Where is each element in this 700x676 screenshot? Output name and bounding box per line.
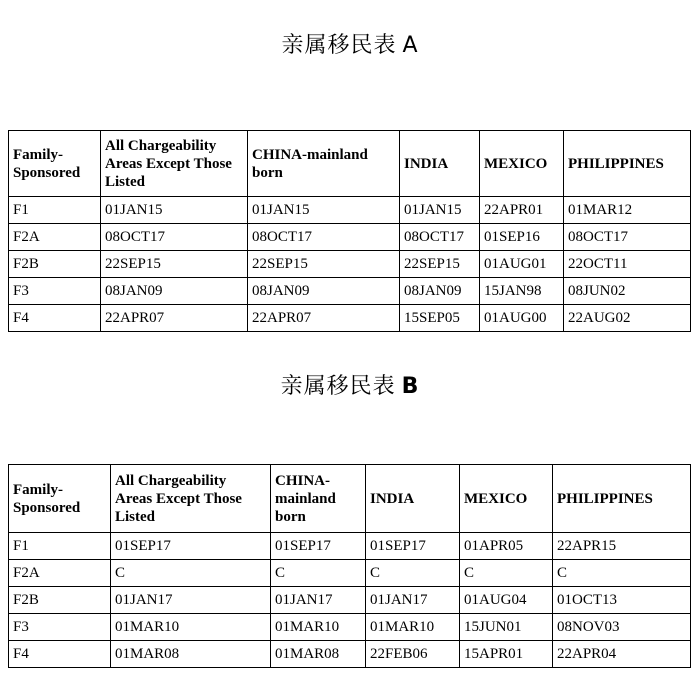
date-cell: 01AUG04 bbox=[460, 587, 553, 614]
row-category: F3 bbox=[9, 278, 101, 305]
date-cell: 01SEP17 bbox=[111, 533, 271, 560]
date-cell: 22APR07 bbox=[101, 305, 248, 332]
col-header-family-sponsored: Family-Sponsored bbox=[9, 465, 111, 533]
date-cell: 01JAN15 bbox=[248, 197, 400, 224]
date-cell: 01MAR10 bbox=[111, 614, 271, 641]
row-category: F2B bbox=[9, 251, 101, 278]
table-row bbox=[9, 614, 691, 641]
date-cell: 08JAN09 bbox=[400, 278, 480, 305]
date-cell: 01MAR10 bbox=[271, 614, 366, 641]
row-category: F3 bbox=[9, 614, 111, 641]
table-a bbox=[8, 130, 691, 332]
date-cell: 01MAR12 bbox=[564, 197, 691, 224]
date-cell: 22OCT11 bbox=[564, 251, 691, 278]
date-cell: 22FEB06 bbox=[366, 641, 460, 668]
date-cell: 01SEP17 bbox=[366, 533, 460, 560]
table-row bbox=[9, 641, 691, 668]
date-cell: 01MAR10 bbox=[366, 614, 460, 641]
date-cell: 08OCT17 bbox=[101, 224, 248, 251]
table-a-header-row bbox=[9, 131, 691, 197]
row-category: F2A bbox=[9, 560, 111, 587]
date-cell: 01JAN15 bbox=[101, 197, 248, 224]
date-cell: C bbox=[111, 560, 271, 587]
date-cell: C bbox=[553, 560, 691, 587]
date-cell: 01MAR08 bbox=[271, 641, 366, 668]
date-cell: 01JAN17 bbox=[366, 587, 460, 614]
row-category: F4 bbox=[9, 641, 111, 668]
table-a-title-text: 亲属移民表 bbox=[281, 33, 397, 58]
date-cell: 22SEP15 bbox=[400, 251, 480, 278]
date-cell: 01MAR08 bbox=[111, 641, 271, 668]
table-row bbox=[9, 305, 691, 332]
table-row bbox=[9, 197, 691, 224]
date-cell: 08NOV03 bbox=[553, 614, 691, 641]
date-cell: 01JAN17 bbox=[111, 587, 271, 614]
date-cell: 08OCT17 bbox=[400, 224, 480, 251]
col-header-philippines: PHILIPPINES bbox=[564, 131, 691, 197]
col-header-china: CHINA-mainland born bbox=[248, 131, 400, 197]
date-cell: 22APR15 bbox=[553, 533, 691, 560]
table-a-title bbox=[0, 28, 700, 59]
col-header-mexico: MEXICO bbox=[480, 131, 564, 197]
date-cell: 15SEP05 bbox=[400, 305, 480, 332]
col-header-india: INDIA bbox=[400, 131, 480, 197]
table-row bbox=[9, 278, 691, 305]
date-cell: 01APR05 bbox=[460, 533, 553, 560]
date-cell: 01SEP17 bbox=[271, 533, 366, 560]
table-b-header-row bbox=[9, 465, 691, 533]
row-category: F1 bbox=[9, 197, 101, 224]
date-cell: 22APR01 bbox=[480, 197, 564, 224]
date-cell: 08OCT17 bbox=[564, 224, 691, 251]
date-cell: 01SEP16 bbox=[480, 224, 564, 251]
col-header-all-areas: All Chargeability Areas Except Those Listed bbox=[101, 131, 248, 197]
date-cell: 15JUN01 bbox=[460, 614, 553, 641]
table-row bbox=[9, 560, 691, 587]
table-a-title-suffix: A bbox=[402, 33, 419, 58]
date-cell: 22AUG02 bbox=[564, 305, 691, 332]
date-cell: C bbox=[460, 560, 553, 587]
table-b bbox=[8, 464, 691, 668]
date-cell: 22SEP15 bbox=[101, 251, 248, 278]
date-cell: 01OCT13 bbox=[553, 587, 691, 614]
col-header-mexico: MEXICO bbox=[460, 465, 553, 533]
date-cell: 01AUG01 bbox=[480, 251, 564, 278]
date-cell: 15JAN98 bbox=[480, 278, 564, 305]
date-cell: 01JAN15 bbox=[400, 197, 480, 224]
date-cell: 22APR04 bbox=[553, 641, 691, 668]
date-cell: 08JAN09 bbox=[101, 278, 248, 305]
date-cell: 22APR07 bbox=[248, 305, 400, 332]
date-cell: 08OCT17 bbox=[248, 224, 400, 251]
col-header-family-sponsored: Family-Sponsored bbox=[9, 131, 101, 197]
row-category: F4 bbox=[9, 305, 101, 332]
date-cell: 08JAN09 bbox=[248, 278, 400, 305]
table-row bbox=[9, 587, 691, 614]
col-header-india: INDIA bbox=[366, 465, 460, 533]
table-b-title bbox=[0, 369, 700, 400]
table-row bbox=[9, 224, 691, 251]
col-header-philippines: PHILIPPINES bbox=[553, 465, 691, 533]
date-cell: C bbox=[271, 560, 366, 587]
table-b-title-text: 亲属移民表 bbox=[280, 374, 396, 399]
col-header-china: CHINA-mainland born bbox=[271, 465, 366, 533]
date-cell: 15APR01 bbox=[460, 641, 553, 668]
date-cell: 01JAN17 bbox=[271, 587, 366, 614]
date-cell: 08JUN02 bbox=[564, 278, 691, 305]
col-header-all-areas: All Chargeability Areas Except Those Listed bbox=[111, 465, 271, 533]
table-b-title-suffix: B bbox=[401, 374, 420, 399]
table-row bbox=[9, 533, 691, 560]
row-category: F2A bbox=[9, 224, 101, 251]
table-row bbox=[9, 251, 691, 278]
row-category: F1 bbox=[9, 533, 111, 560]
date-cell: 22SEP15 bbox=[248, 251, 400, 278]
row-category: F2B bbox=[9, 587, 111, 614]
date-cell: C bbox=[366, 560, 460, 587]
date-cell: 01AUG00 bbox=[480, 305, 564, 332]
